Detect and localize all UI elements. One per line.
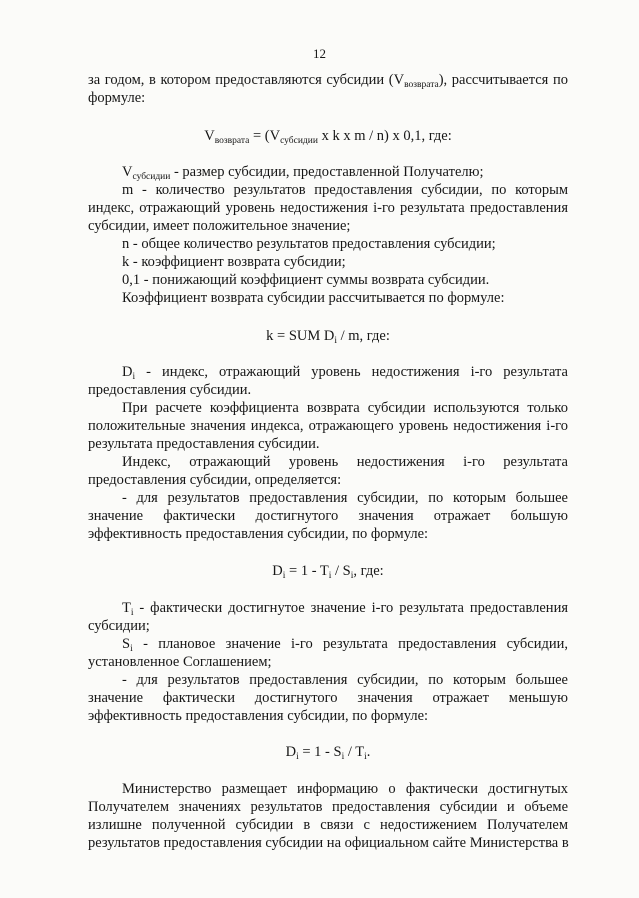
paragraph-line: значение фактически достигнутого значения отражает большую [88,508,568,524]
formula-d-1: $D_i = 1 - T_i / S_i$, где: [272,563,384,581]
definition-n: n - общее количество результатов предоставления субсидии; [122,236,496,252]
definition-m: m - количество результатов предоставления субсидии, по которым [122,182,568,198]
paragraph-line: эффективность предоставления субсидии, по формуле: [88,708,429,724]
paragraph-line: эффективность предоставления субсидии, по формуле: [88,526,429,542]
definition-s: $S_i$ - плановое значение i-го результата предоставления субсидии, [122,636,568,654]
paragraph-line: предоставления субсидии. [88,382,252,398]
paragraph-line: - для результатов предоставления субсидии, по которым большее [122,672,568,688]
paragraph-line: Индекс, отражающий уровень недостижения i-го результата [122,454,568,470]
paragraph-line: положительные значения индекса, отражающего уровень недостижения i-го [88,418,568,434]
paragraph-line: При расчете коэффициента возврата субсидии используются только [122,400,568,416]
paragraph-line: индекс, отражающий уровень недостижения i-го результата предоставления [88,200,568,216]
paragraph-line: значение фактически достигнутого значения отражает меньшую [88,690,568,706]
paragraph-line: предоставления субсидии, определяется: [88,472,342,488]
formula-v-return: $V_{возврата} = (V_{субсидии}$ x k x m / n) x 0,1, где: [204,128,452,146]
definition-v: $V_{субсидии}$ - размер субсидии, предоставленной Получателю; [122,164,484,182]
paragraph-line: результатов предоставления субсидии на официальном сайте Министерства в [88,835,569,851]
definition-t: $T_i$ - фактически достигнутое значение i-го результата предоставления [122,600,568,618]
paragraph-line: Коэффициент возврата субсидии рассчитывается по формуле: [122,290,505,306]
definition-k: k - коэффициент возврата субсидии; [122,254,346,270]
definition-d: $D_i$ - индекс, отражающий уровень недостижения i-го результата [122,364,568,382]
paragraph-line: излишне полученной субсидии в связи с недостижением Получателем [88,817,568,833]
page-number: 12 [313,46,326,61]
definition-coef: 0,1 - понижающий коэффициент суммы возврата субсидии. [122,272,490,288]
paragraph-line: субсидии; [88,618,150,634]
paragraph-line: - для результатов предоставления субсидии, по которым большее [122,490,568,506]
paragraph-line: результата предоставления субсидии. [88,436,320,452]
formula-d-2: $D_i = 1 - S_i / T_i$. [285,744,371,762]
paragraph-line: установленное Соглашением; [88,654,272,670]
paragraph-line: за годом, в котором предоставляются субсидии $(V_{возврата})$, рассчитывается по [88,72,568,90]
paragraph-line: Министерство размещает информацию о фактически достигнутых [122,781,568,797]
paragraph-line: субсидии, имеет положительное значение; [88,218,351,234]
formula-k: k = SUM $D_i$ / m, где: [266,328,390,346]
paragraph-line: Получателем значениях результатов предоставления субсидии и объеме [88,799,568,815]
paragraph-line: формуле: [88,90,146,106]
